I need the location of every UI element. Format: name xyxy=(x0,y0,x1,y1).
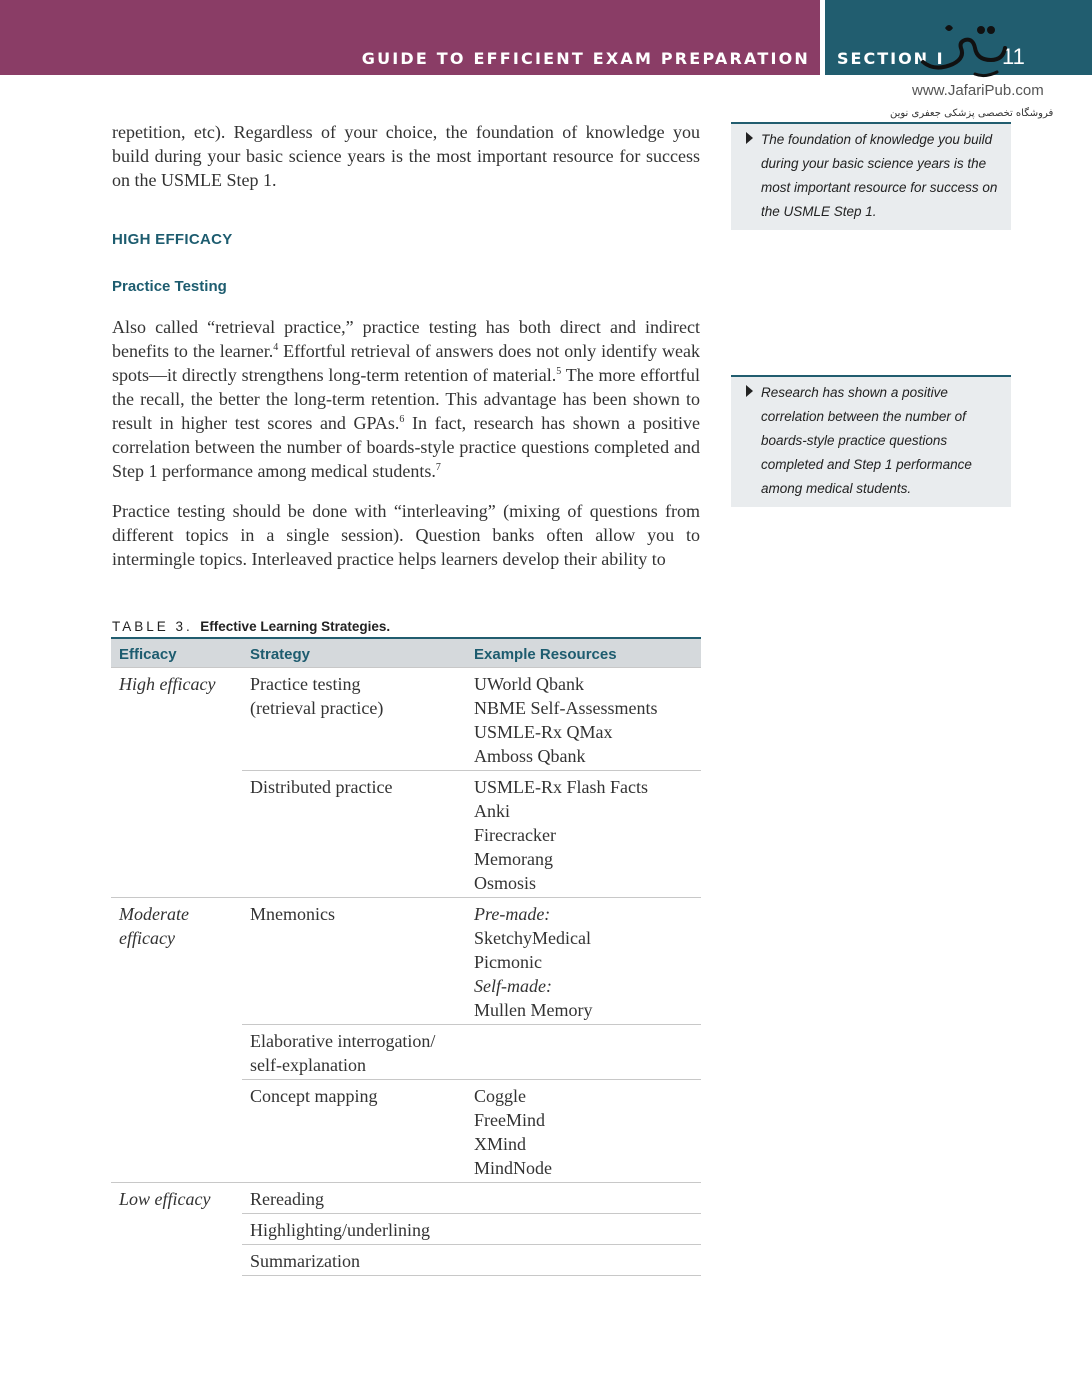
margin-callout xyxy=(731,375,1011,507)
running-head-title: GUIDE TO EFFICIENT EXAM PREPARATION xyxy=(361,49,810,68)
resource-item: Self-made: xyxy=(474,976,552,996)
strategy-cell xyxy=(242,1214,466,1245)
table-row xyxy=(111,898,701,1025)
resources-cell xyxy=(466,668,701,771)
resource-item: USMLE-Rx Flash Facts xyxy=(474,777,649,797)
table-row xyxy=(111,1183,701,1214)
efficacy-cell: Moderate efficacy xyxy=(111,898,242,1183)
publisher-logo xyxy=(915,20,1010,80)
practice-testing-paragraph xyxy=(112,315,700,483)
resource-item: Firecracker xyxy=(474,825,556,845)
resource-item: Mullen Memory xyxy=(474,1000,593,1020)
reference-marker: 7 xyxy=(435,462,441,473)
sentence: Effortful retrieval of answers does not only identify weak spots—it directly strengthens long-term retention of material. xyxy=(112,341,701,385)
reference-marker: 5 xyxy=(556,366,562,377)
resource-item: Osmosis xyxy=(474,873,537,893)
section-heading: HIGH EFFICACY xyxy=(112,231,233,248)
resources-cell xyxy=(466,1183,701,1214)
strategy-line: Rereading xyxy=(250,1189,324,1209)
strategy-line: Summarization xyxy=(250,1251,360,1271)
strategy-cell xyxy=(242,1183,466,1214)
column-header-strategy: Strategy xyxy=(242,638,466,668)
triangle-bullet-icon xyxy=(746,385,753,397)
sentence: The more effortful the recall, the better the long-term retention. This advantage has been shown to result in higher test scores and GPAs. xyxy=(112,365,700,433)
resource-item: Pre-made: xyxy=(474,904,551,924)
resource-item: SketchyMedical xyxy=(474,928,591,948)
resource-item: USMLE-Rx QMax xyxy=(474,722,613,742)
sentence: In fact, research has shown a positive correlation between the number of boards-style practice questions completed and Step 1 performance among medical students. xyxy=(112,413,700,481)
resource-item: Picmonic xyxy=(474,952,542,972)
efficacy-cell: Low efficacy xyxy=(111,1183,242,1276)
resource-item: Memorang xyxy=(474,849,553,869)
strategy-line: self-explanation xyxy=(250,1055,366,1075)
column-header-efficacy: Efficacy xyxy=(111,638,242,668)
callout-text: The foundation of knowledge you build during your basic science years is the most important resource for success on the USMLE Step 1. xyxy=(761,132,998,219)
intro-paragraph: repetition, etc). Regardless of your choice, the foundation of knowledge you build during your basic science years is the most important resource for success on the USMLE Step 1. xyxy=(112,122,700,190)
sentence: Also called “retrieval practice,” practice testing has both direct and indirect benefits to the learner. xyxy=(112,317,700,361)
table-title: Effective Learning Strategies. xyxy=(200,619,391,634)
strategy-cell xyxy=(242,1245,466,1276)
resource-item: Amboss Qbank xyxy=(474,746,586,766)
resource-item: MindNode xyxy=(474,1158,552,1178)
strategy-line: (retrieval practice) xyxy=(250,698,384,718)
resource-item: NBME Self-Assessments xyxy=(474,698,658,718)
strategy-cell xyxy=(242,1025,466,1080)
strategy-line: Concept mapping xyxy=(250,1086,378,1106)
resource-item: Coggle xyxy=(474,1086,526,1106)
strategy-line: Elaborative interrogation/ xyxy=(250,1031,436,1051)
margin-callout xyxy=(731,122,1011,230)
strategy-cell xyxy=(242,898,466,1025)
table-header-row xyxy=(111,638,701,668)
efficacy-cell: High efficacy xyxy=(111,668,242,898)
resources-cell xyxy=(466,771,701,898)
running-head-section: SECTION I xyxy=(837,49,945,68)
callout-text: Research has shown a positive correlation between the number of boards-style practice questions completed and Step 1 performance among medical students. xyxy=(761,385,972,496)
strategy-line: Highlighting/underlining xyxy=(250,1220,430,1240)
watermark-store-name: فروشگاه تخصصی پزشکی جعفری نوین xyxy=(890,108,1054,119)
resources-cell xyxy=(466,1214,701,1245)
table-caption xyxy=(112,619,390,634)
interleaving-paragraph: Practice testing should be done with “interleaving” (mixing of questions from different topics in a single session). Question banks often allow you to intermingle topics. Interleaved practice helps learners develop their ability to xyxy=(112,501,700,569)
resources-cell xyxy=(466,1080,701,1183)
reference-marker: 6 xyxy=(399,414,405,425)
table-label: TABLE 3. xyxy=(112,619,193,634)
watermark-url: www.JafariPub.com xyxy=(912,82,1044,99)
triangle-bullet-icon xyxy=(746,132,753,144)
resource-item: UWorld Qbank xyxy=(474,674,585,694)
page-number: 11 xyxy=(1002,44,1025,69)
subsection-heading: Practice Testing xyxy=(112,278,227,295)
resources-cell xyxy=(466,1025,701,1080)
strategy-cell xyxy=(242,771,466,898)
resources-cell xyxy=(466,1245,701,1276)
resource-item: Anki xyxy=(474,801,510,821)
table-body xyxy=(111,668,701,1276)
table-row xyxy=(111,668,701,771)
strategy-line: Distributed practice xyxy=(250,777,393,797)
strategy-cell xyxy=(242,1080,466,1183)
resource-item: FreeMind xyxy=(474,1110,545,1130)
resources-cell xyxy=(466,898,701,1025)
strategy-line: Practice testing xyxy=(250,674,361,694)
resource-item: XMind xyxy=(474,1134,527,1154)
column-header-resources: Example Resources xyxy=(466,638,701,668)
learning-strategies-table xyxy=(111,637,701,1276)
strategy-line: Mnemonics xyxy=(250,904,335,924)
strategy-cell xyxy=(242,668,466,771)
reference-marker: 4 xyxy=(273,342,279,353)
